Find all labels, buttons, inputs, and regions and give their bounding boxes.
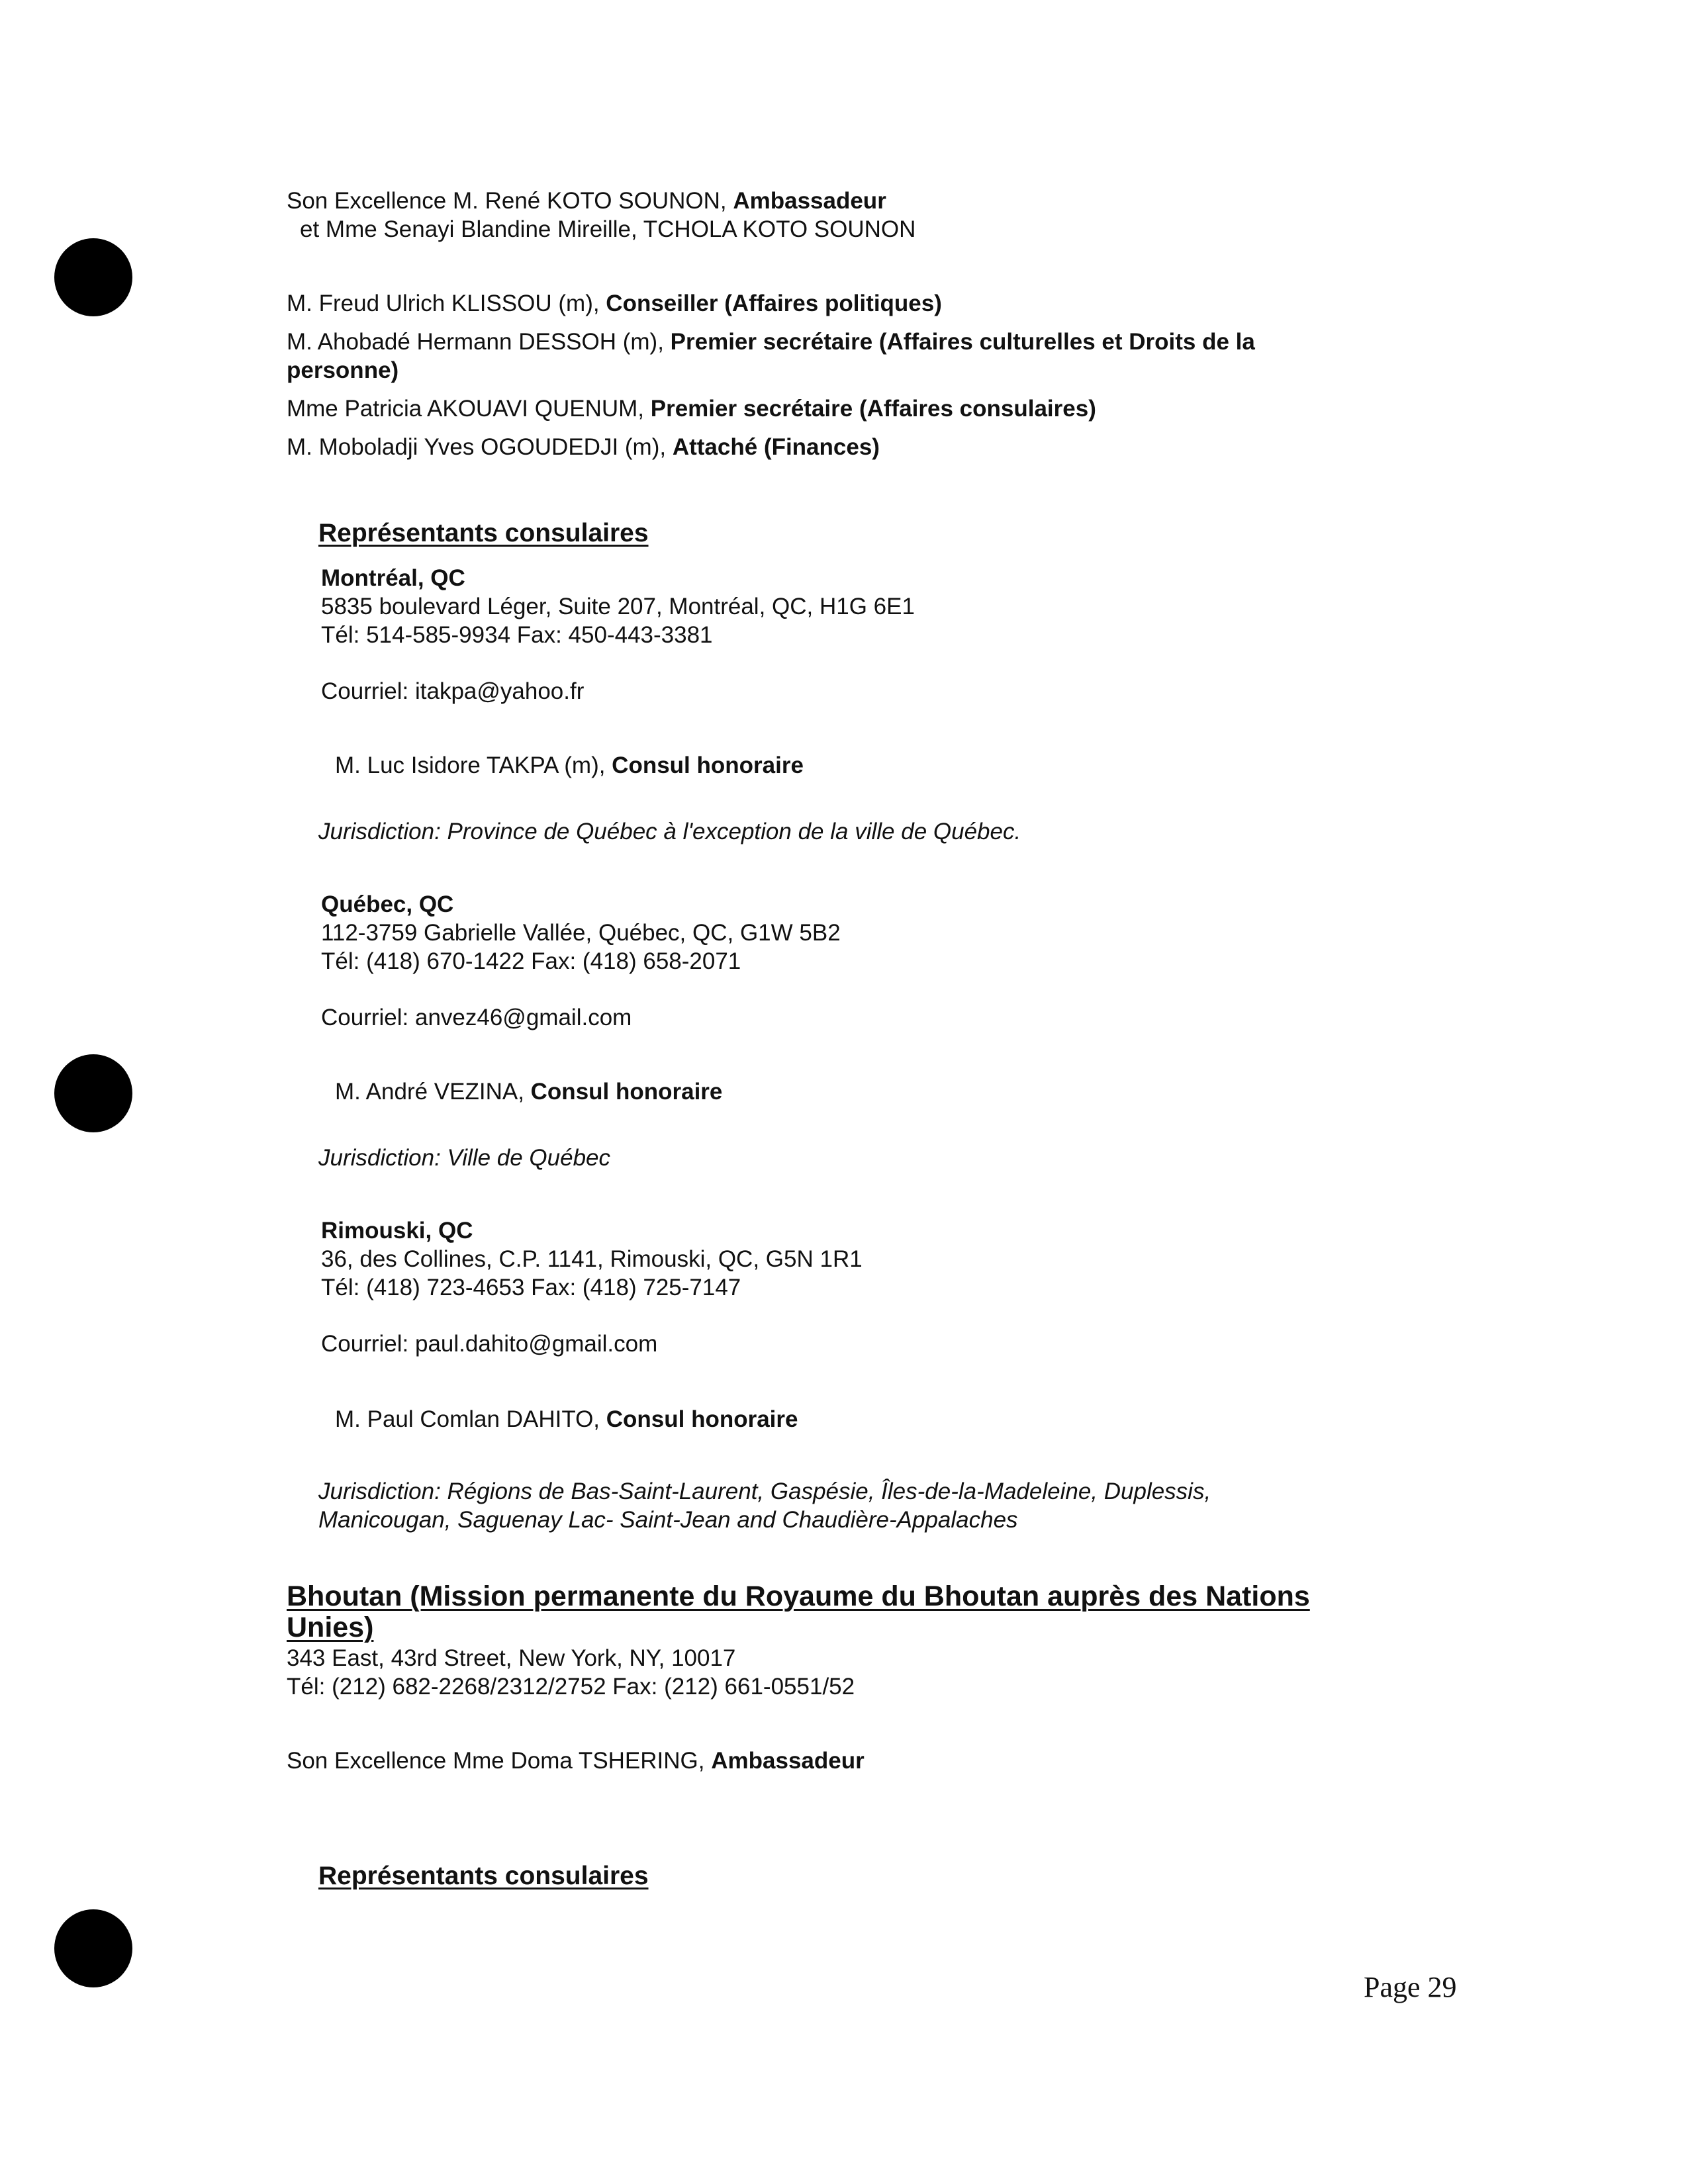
jurisdiction-text: Régions de Bas-Saint-Laurent, Gaspésie, Îles-de-la-Madeleine, Duplessis, <box>447 1479 1211 1504</box>
binder-hole-middle <box>54 1054 132 1132</box>
jurisdiction-text: Ville de Québec <box>447 1145 611 1171</box>
ambassador-name: Son Excellence M. René KOTO SOUNON, <box>287 188 733 214</box>
jurisdiction-label: Jurisdiction: <box>318 1145 447 1171</box>
consulate-address: 5835 boulevard Léger, Suite 207, Montréal, QC, H1G 6E1 <box>321 594 915 619</box>
staff-line-2-cont: personne) <box>287 357 399 383</box>
country-title: Bhoutan (Mission permanente du Royaume du Bhoutan auprès des Nations <box>287 1580 1310 1612</box>
staff-line-1 <box>287 290 942 318</box>
bhutan-phone: Tél: (212) 682-2268/2312/2752 Fax: (212) 661-0551/52 <box>287 1674 855 1700</box>
bhutan-address: 343 East, 43rd Street, New York, NY, 10017 <box>287 1645 736 1671</box>
staff-title: Premier secrétaire (Affaires consulaires) <box>650 396 1096 422</box>
jurisdiction-line <box>318 818 1021 846</box>
consulate-phone: Tél: (418) 670-1422 Fax: (418) 658-2071 <box>321 948 741 974</box>
consulate-email: Courriel: paul.dahito@gmail.com <box>321 1331 658 1357</box>
spouse-line: et Mme Senayi Blandine Mireille, TCHOLA KOTO SOUNON <box>300 216 916 242</box>
staff-title: Attaché (Finances) <box>672 434 880 460</box>
jurisdiction-line <box>318 1144 610 1172</box>
staff-line-3 <box>287 395 1096 423</box>
consulate-email: Courriel: itakpa@yahoo.fr <box>321 678 585 704</box>
consul-title: Consul honoraire <box>606 1406 798 1432</box>
consul-name: M. Paul Comlan DAHITO, <box>335 1406 606 1432</box>
staff-line-4 <box>287 433 880 461</box>
consulate-address: 36, des Collines, C.P. 1141, Rimouski, QC, G5N 1R1 <box>321 1246 863 1272</box>
consulate-city: Montréal, QC <box>321 565 465 591</box>
binder-hole-bottom <box>54 1909 132 1987</box>
jurisdiction-label: Jurisdiction: <box>318 819 447 844</box>
staff-name: M. Moboladji Yves OGOUDEDJI (m), <box>287 434 673 460</box>
page-number: Page 29 <box>1364 1971 1457 2003</box>
consular-heading: Représentants consulaires <box>318 1862 649 1890</box>
ambassador-title: Ambassadeur <box>711 1748 865 1774</box>
consulate-city: Rimouski, QC <box>321 1218 473 1244</box>
consul-name: M. Luc Isidore TAKPA (m), <box>335 752 612 778</box>
consul-title: Consul honoraire <box>530 1079 723 1105</box>
consulate-email: Courriel: anvez46@gmail.com <box>321 1005 632 1030</box>
ambassador-title: Ambassadeur <box>733 188 886 214</box>
consulate-city: Québec, QC <box>321 891 454 917</box>
consul-title: Consul honoraire <box>612 752 804 778</box>
consul-line <box>335 1078 722 1106</box>
consulate-phone: Tél: 514-585-9934 Fax: 450-443-3381 <box>321 622 713 648</box>
consul-name: M. André VEZINA, <box>335 1079 531 1105</box>
ambassador-name: Son Excellence Mme Doma TSHERING, <box>287 1748 712 1774</box>
consulate-address: 112-3759 Gabrielle Vallée, Québec, QC, G1W 5B2 <box>321 920 841 946</box>
binder-hole-top <box>54 238 132 316</box>
ambassador-line <box>287 187 886 215</box>
staff-line-2 <box>287 328 1255 356</box>
consul-line <box>335 1406 798 1433</box>
consul-line <box>335 752 804 780</box>
bhutan-ambassador-line <box>287 1747 865 1775</box>
jurisdiction-text: Province de Québec à l'exception de la ville de Québec. <box>447 819 1021 844</box>
consulate-phone: Tél: (418) 723-4653 Fax: (418) 725-7147 <box>321 1275 741 1300</box>
staff-name: Mme Patricia AKOUAVI QUENUM, <box>287 396 651 422</box>
staff-name: M. Freud Ulrich KLISSOU (m), <box>287 291 606 316</box>
jurisdiction-label: Jurisdiction: <box>318 1479 447 1504</box>
staff-title: Conseiller (Affaires politiques) <box>606 291 942 316</box>
staff-name: M. Ahobadé Hermann DESSOH (m), <box>287 329 671 355</box>
country-title-cont: Unies) <box>287 1612 374 1643</box>
jurisdiction-line <box>318 1478 1211 1506</box>
consular-heading: Représentants consulaires <box>318 519 649 547</box>
jurisdiction-line-cont: Manicougan, Saguenay Lac- Saint-Jean and Chaudière-Appalaches <box>318 1507 1018 1533</box>
staff-title: Premier secrétaire (Affaires culturelles et Droits de la <box>670 329 1255 355</box>
